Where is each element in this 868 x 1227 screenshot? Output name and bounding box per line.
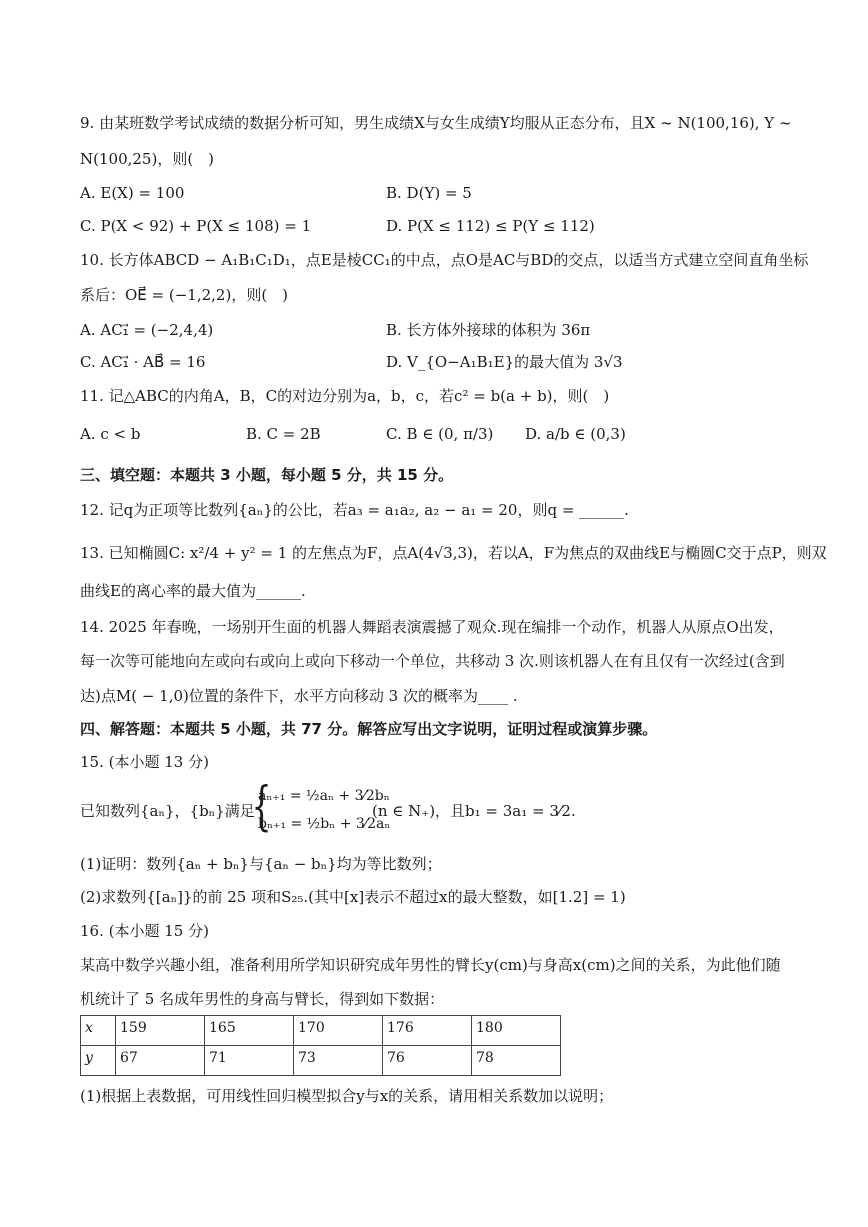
q10-line1: 10. 长方体ABCD − A₁B₁C₁D₁，点E是棱CC₁的中点，点O是AC与BD的交点，以适当方式建立空间直角坐标 [80, 251, 809, 269]
q15-given-suffix: (n ∈ N₊)，且b₁ = 3a₁ = 3⁄2. [372, 802, 576, 820]
q11-line1: 11. 记△ABC的内角A，B，C的对边分别为a，b，c，若c² = b(a + b)，则( ) [80, 387, 610, 405]
q11-option-b: B. C = 2B [246, 425, 321, 443]
q15-equation-1: aₙ₊₁ = ½aₙ + 3⁄2bₙ [258, 788, 390, 804]
q15-equation-2: bₙ₊₁ = ½bₙ + 3⁄2aₙ [258, 816, 391, 832]
section-fill-in-heading: 三、填空题：本题共 3 小题，每小题 5 分，共 15 分。 [80, 466, 454, 484]
q10-option-c: C. AC₁⃗ · AB⃗ = 16 [80, 353, 206, 371]
q16-part1: (1)根据上表数据，可用线性回归模型拟合y与x的关系，请用相关系数加以说明； [80, 1087, 614, 1105]
q16-line1: 某高中数学兴趣小组，准备利用所学知识研究成年男性的臂长y(cm)与身高x(cm)之间的关系，为此他们随 [80, 956, 781, 974]
table-cell: 78 [472, 1046, 561, 1076]
table-cell: 180 [472, 1016, 561, 1046]
q15-heading: 15. (本小题 13 分) [80, 753, 209, 771]
q9-option-c: C. P(X < 92) + P(X ≤ 108) = 1 [80, 217, 312, 235]
q9-line1: 9. 由某班数学考试成绩的数据分析可知，男生成绩X与女生成绩Y均服从正态分布，且X ~ N(100,16), Y ~ [80, 114, 792, 132]
table-cell: 71 [205, 1046, 294, 1076]
table-cell: 73 [294, 1046, 383, 1076]
table-row-y [81, 1046, 561, 1076]
q11-option-c: C. B ∈ (0, π/3) [386, 425, 494, 443]
q11-option-a: A. c < b [80, 425, 141, 443]
system-brace: { [251, 777, 272, 837]
q10-option-a: A. AC₁⃗ = (−2,4,4) [80, 321, 214, 339]
table-cell: 165 [205, 1016, 294, 1046]
table-cell: 76 [383, 1046, 472, 1076]
table-cell: 159 [116, 1016, 205, 1046]
q10-line2: 系后：OE⃗ = (−1,2,2)，则( ) [80, 286, 289, 304]
q9-line2: N(100,25)，则( ) [80, 150, 215, 168]
table-cell: 176 [383, 1016, 472, 1046]
q13-line2: 曲线E的离心率的最大值为______. [80, 582, 306, 600]
q15-equation-system [258, 786, 390, 834]
q10-option-b: B. 长方体外接球的体积为 36π [386, 321, 591, 339]
section-answer-heading: 四、解答题：本题共 5 小题，共 77 分。解答应写出文字说明，证明过程或演算步骤。 [80, 720, 658, 738]
table-header-x: x [81, 1016, 116, 1046]
q13-line1: 13. 已知椭圆C: x²/4 + y² = 1 的左焦点为F，点A(4√3,3)，若以A，F为焦点的双曲线E与椭圆C交于点P，则双 [80, 544, 827, 562]
q12-line: 12. 记q为正项等比数列{aₙ}的公比，若a₃ = a₁a₂, a₂ − a₁ = 20，则q = ______. [80, 501, 629, 519]
q15-given-prefix: 已知数列{aₙ}，{bₙ}满足 [80, 802, 255, 820]
table-cell: 67 [116, 1046, 205, 1076]
q10-option-d: D. V_{O−A₁B₁E}的最大值为 3√3 [386, 353, 623, 371]
q11-option-d: D. a/b ∈ (0,3) [525, 425, 626, 443]
q14-line1: 14. 2025 年春晚，一场别开生面的机器人舞蹈表演震撼了观众.现在编排一个动作，机器人从原点O出发， [80, 618, 784, 636]
table-cell: 170 [294, 1016, 383, 1046]
q14-line2: 每一次等可能地向左或向右或向上或向下移动一个单位，共移动 3 次.则该机器人在有且仅有一次经过(含到 [80, 652, 785, 670]
q15-part2: (2)求数列{[aₙ]}的前 25 项和S₂₅.(其中[x]表示不超过x的最大整数，如[1.2] = 1) [80, 888, 626, 906]
q16-heading: 16. (本小题 15 分) [80, 922, 209, 940]
q14-line3: 达)点M( − 1,0)位置的条件下，水平方向移动 3 次的概率为____ . [80, 687, 518, 705]
q15-part1: (1)证明：数列{aₙ + bₙ}与{aₙ − bₙ}均为等比数列； [80, 855, 442, 873]
height-arm-table [80, 1015, 561, 1076]
q9-option-a: A. E(X) = 100 [80, 184, 185, 202]
table-header-y: y [81, 1046, 116, 1076]
q16-line2: 机统计了 5 名成年男性的身高与臂长，得到如下数据： [80, 990, 445, 1008]
table-row-x [81, 1016, 561, 1046]
q9-option-d: D. P(X ≤ 112) ≤ P(Y ≤ 112) [386, 217, 595, 235]
q9-option-b: B. D(Y) = 5 [386, 184, 472, 202]
